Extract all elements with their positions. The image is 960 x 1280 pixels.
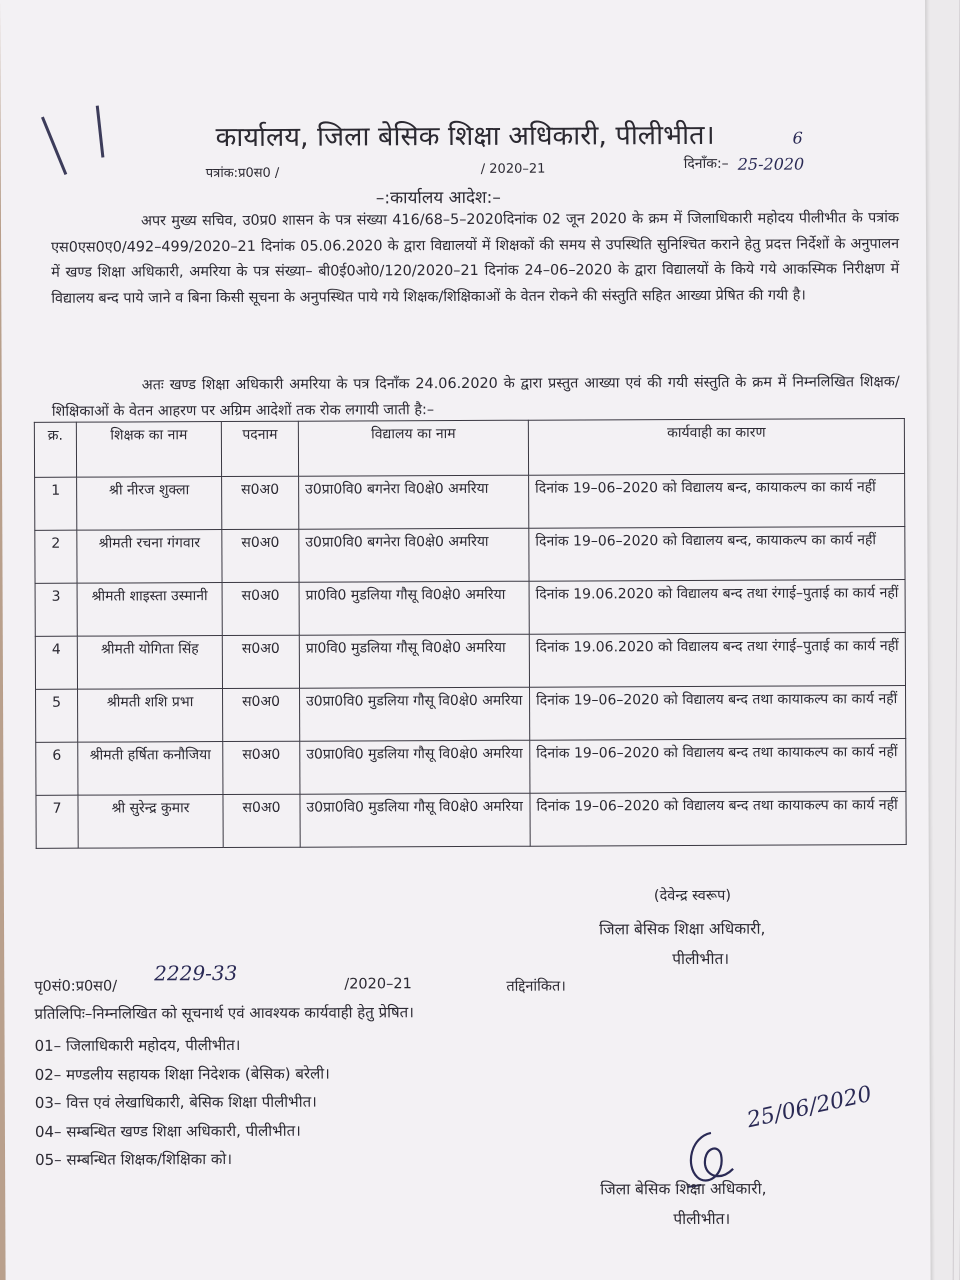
cell-teacher-name: श्रीमती शशि प्रभा bbox=[78, 689, 223, 743]
table-row bbox=[35, 474, 905, 531]
table-row bbox=[36, 686, 906, 743]
order-paragraph-2: अतः खण्ड शिक्षा अधिकारी अमरिया के पत्र दिनाँक 24.06.2020 के द्वारा प्रस्तुत आख्या एवं की गयी संस्तुति के क्रम में निम्नलिखित शिक्षक/शिक्षिकाओं के वेतन आहरण पर अग्रिम आदेशों तक रोक लगायी जाती है:– bbox=[51, 374, 900, 420]
cell-school-name: उ0प्रा0वि0 मुडलिया गौसू वि0क्षे0 अमरिया bbox=[300, 687, 530, 741]
cell-action-reason: दिनांक 19–06–2020 को विद्यालय बन्द तथा कायाकल्प का कार्य नहीं bbox=[530, 792, 906, 847]
cell-designation: स0अ0 bbox=[222, 529, 299, 582]
list-item: 05– सम्बन्धित शिक्षक/शिक्षिका को। bbox=[35, 1149, 233, 1169]
cell-school-name: प्रा0वि0 मुडलिया गौसू वि0क्षे0 अमरिया bbox=[299, 634, 529, 688]
table-row bbox=[35, 580, 905, 637]
cell-serial: 6 bbox=[36, 742, 78, 795]
cell-teacher-name: श्रीमती रचना गंगवार bbox=[77, 530, 222, 584]
cell-teacher-name: श्रीमती शाइस्ता उस्मानी bbox=[77, 583, 222, 637]
signatory-place-2: पीलीभीत। bbox=[673, 1209, 731, 1229]
session-year: / 2020–21 bbox=[480, 161, 546, 177]
cell-serial: 7 bbox=[36, 795, 78, 848]
copy-intro: प्रतिलिपिः–निम्नलिखित को सूचनार्थ एवं आवश्यक कार्यवाही हेतु प्रेषित। bbox=[34, 1003, 414, 1023]
cell-teacher-name: श्रीमती योगिता सिंह bbox=[77, 636, 222, 690]
reference-label: पत्रांक:प्र0स0 / bbox=[205, 165, 280, 182]
cell-designation: स0अ0 bbox=[223, 741, 300, 794]
cell-serial: 1 bbox=[35, 477, 77, 530]
cell-designation: स0अ0 bbox=[222, 635, 299, 688]
cell-teacher-name: श्री सुरेन्द्र कुमार bbox=[78, 795, 223, 849]
cell-serial: 2 bbox=[35, 530, 77, 583]
table-row bbox=[36, 792, 906, 849]
cell-school-name: प्रा0वि0 मुडलिया गौसू वि0क्षे0 अमरिया bbox=[299, 581, 529, 635]
pen-mark bbox=[41, 117, 67, 176]
cell-teacher-name: श्रीमती हर्षिता कनौजिया bbox=[78, 742, 223, 796]
handwritten-date: 25-2020 bbox=[737, 154, 805, 174]
table-row bbox=[35, 527, 905, 584]
list-item: 04– सम्बन्धित खण्ड शिक्षा अधिकारी, पीलीभीत। bbox=[34, 1121, 301, 1141]
col-header-teacher-name: शिक्षक का नाम bbox=[76, 422, 221, 478]
copy-recipients-list bbox=[35, 1031, 331, 1175]
col-header-school-name: विद्यालय का नाम bbox=[298, 420, 528, 476]
pen-mark bbox=[96, 106, 105, 158]
cell-designation: स0अ0 bbox=[223, 688, 300, 741]
cell-action-reason: दिनांक 19–06–2020 को विद्यालय बन्द, कायाकल्प का कार्य नहीं bbox=[529, 474, 905, 529]
cell-teacher-name: श्री नीरज शुक्ला bbox=[77, 477, 222, 531]
table-row bbox=[35, 633, 905, 690]
cell-serial: 4 bbox=[35, 636, 77, 689]
cell-designation: स0अ0 bbox=[222, 582, 299, 635]
cell-school-name: उ0प्रा0वि0 बगनेरा वि0क्षे0 अमरिया bbox=[299, 475, 529, 529]
cell-action-reason: दिनांक 19.06.2020 को विद्यालय बन्द तथा रंगाई–पुताई का कार्य नहीं bbox=[529, 580, 905, 635]
cell-action-reason: दिनांक 19–06–2020 को विद्यालय बन्द, कायाकल्प का कार्य नहीं bbox=[529, 527, 905, 582]
order-paragraph-1: अपर मुख्य सचिव, उ0प्र0 शासन के पत्र संख्या 416/68–5–2020दिनांक 02 जून 2020 के क्रम में जिलाधिकारी महोदय पीलीभीत के पत्रांक एस0एस0ए0/492–499/2020–21 दिनांक 05.06.2020 के द्वारा विद्यालयों में शिक्षकों की समय से उपस्थिति सुनिश्चित कराने हेतु प्रदत्त निर्देशों के अनुपालन में खण्ड शिक्षा अधिकारी, अमरिया के पत्र संख्या– बी0ई0ओ0/120/2020–21 दिनांक 24–06–2020 के द्वारा विद्यालयों के किये गये आकस्मिक निरीक्षण में विद्यालय बन्द पाये जाने व बिना किसी सूचना के अनुपस्थित पाये गये शिक्षक/शिक्षिकाओं के वेतन रोकने की संस्तुति सहित आख्या प्रेषित की गयी है। bbox=[51, 210, 900, 307]
signatory-title-2: जिला बेसिक शिक्षा अधिकारी, bbox=[600, 1179, 767, 1199]
order-title: –:कार्यालय आदेश:– bbox=[375, 187, 501, 209]
col-header-action-reason: कार्यवाही का कारण bbox=[528, 419, 904, 476]
cell-action-reason: दिनांक 19–06–2020 को विद्यालय बन्द तथा कायाकल्प का कार्य नहीं bbox=[530, 739, 906, 794]
copy-reference-label: पृ0सं0:प्र0स0/ bbox=[34, 978, 118, 995]
teacher-salary-hold-table bbox=[34, 418, 907, 849]
col-header-serial: क्र. bbox=[34, 422, 76, 477]
signatory-name: (देवेन्द्र स्वरूप) bbox=[653, 887, 732, 905]
cell-school-name: उ0प्रा0वि0 मुडलिया गौसू वि0क्षे0 अमरिया bbox=[300, 740, 530, 794]
signatory-place: पीलीभीत। bbox=[672, 949, 730, 969]
cell-serial: 5 bbox=[36, 689, 78, 742]
cell-school-name: उ0प्रा0वि0 मुडलिया गौसू वि0क्षे0 अमरिया bbox=[300, 793, 530, 847]
cell-school-name: उ0प्रा0वि0 बगनेरा वि0क्षे0 अमरिया bbox=[299, 528, 529, 582]
cell-designation: स0अ0 bbox=[223, 794, 300, 847]
copy-dated: तद्दिनांकित। bbox=[506, 978, 566, 995]
cell-designation: स0अ0 bbox=[222, 476, 299, 529]
office-title: कार्यालय, जिला बेसिक शिक्षा अधिकारी, पीलीभीत। bbox=[215, 119, 715, 154]
table-row bbox=[36, 739, 906, 796]
copy-session: /2020–21 bbox=[344, 976, 412, 993]
table-header-row bbox=[34, 419, 904, 478]
signatory-title: जिला बेसिक शिक्षा अधिकारी, bbox=[599, 919, 766, 939]
cell-serial: 3 bbox=[35, 583, 77, 636]
date-label: दिनाँक:– bbox=[683, 155, 729, 173]
handwritten-sign-date: 25/06/2020 bbox=[744, 1081, 875, 1134]
handwritten-month: 6 bbox=[792, 128, 803, 148]
col-header-designation: पदनाम bbox=[221, 421, 298, 476]
handwritten-copy-number: 2229-33 bbox=[154, 960, 238, 986]
list-item: 01– जिलाधिकारी महोदय, पीलीभीत। bbox=[34, 1035, 241, 1055]
cell-action-reason: दिनांक 19–06–2020 को विद्यालय बन्द तथा कायाकल्प का कार्य नहीं bbox=[530, 686, 906, 741]
cell-action-reason: दिनांक 19.06.2020 को विद्यालय बन्द तथा रंगाई–पुताई का कार्य नहीं bbox=[529, 633, 905, 688]
list-item: 03– वित्त एवं लेखाधिकारी, बेसिक शिक्षा पीलीभीत। bbox=[34, 1092, 317, 1112]
list-item: 02– मण्डलीय सहायक शिक्षा निदेशक (बेसिक) बरेली। bbox=[34, 1064, 330, 1084]
